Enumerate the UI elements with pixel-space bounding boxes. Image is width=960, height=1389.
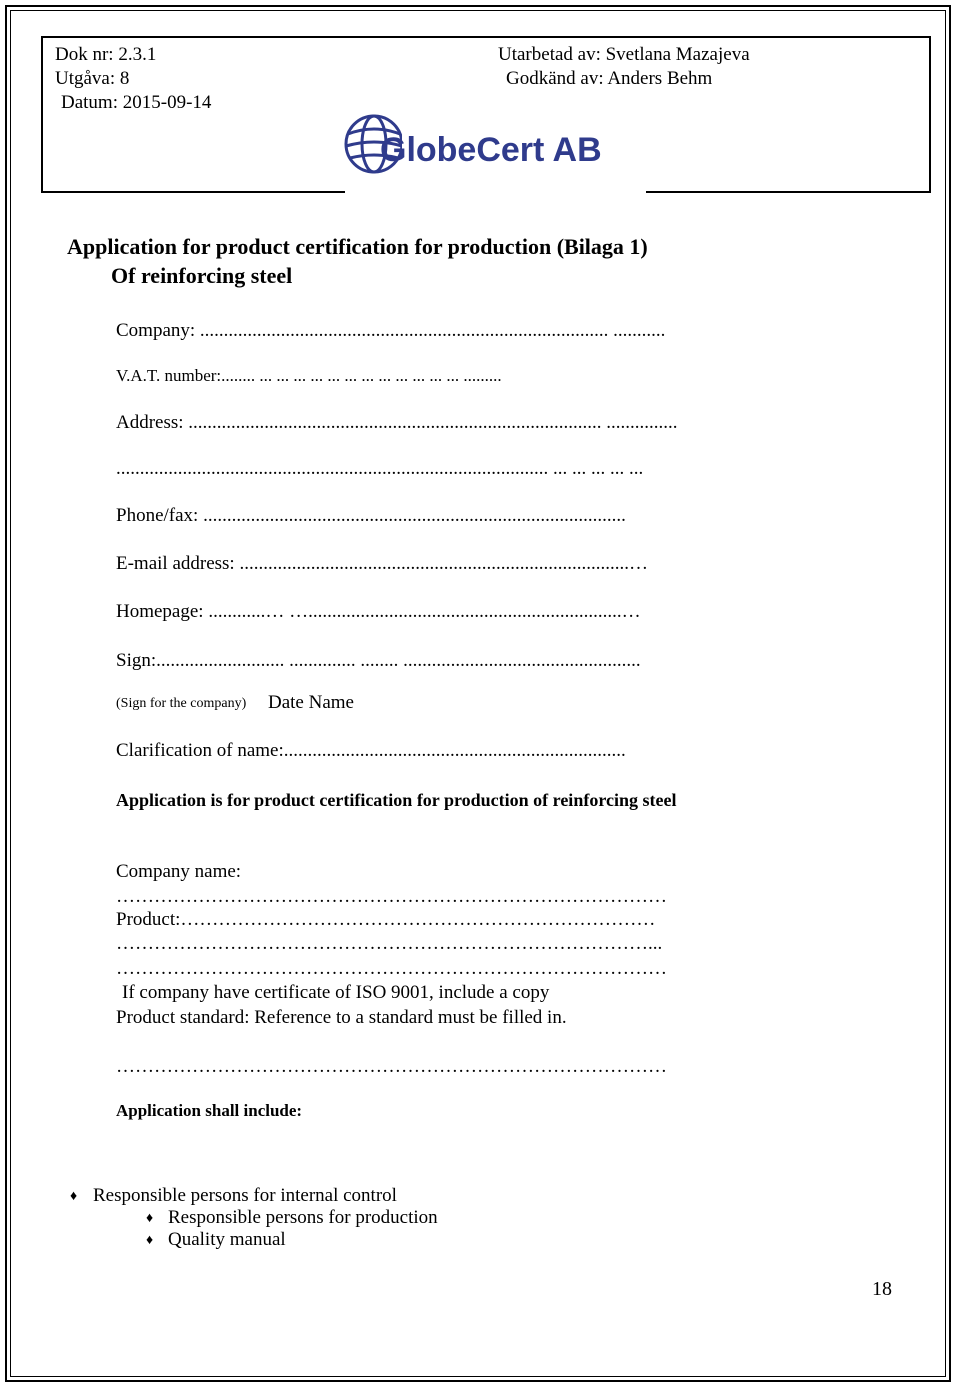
vat-field: V.A.T. number:........ ... ... ... ... ... ... ... ... ... ... ... ... .........: [116, 366, 502, 385]
iso-note: If company have certificate of ISO 9001, include a copy: [122, 982, 550, 1003]
company-field: Company: ...................................................................................... ...........: [116, 320, 666, 341]
sign-note: (Sign for the company): [116, 696, 247, 711]
doc-number: Dok nr: 2.3.1: [55, 44, 157, 65]
sign-field: Sign:........................... .............. ........ ..................................................: [116, 650, 641, 671]
title-line-1: Application for product certification for production (Bilaga 1): [67, 234, 648, 259]
address-continuation: ........................................................................................... ... ... ... ... ...: [116, 458, 644, 479]
address-field: Address: ....................................................................................... ...............: [116, 412, 678, 433]
include-heading: Application shall include:: [116, 1101, 303, 1120]
page-border-inner: [10, 10, 946, 1377]
list-item: Quality manual: [168, 1229, 286, 1250]
list-item: Responsible persons for internal control: [93, 1185, 397, 1206]
list-item: Responsible persons for production: [168, 1207, 438, 1228]
diamond-bullet-icon: ♦: [146, 1211, 154, 1226]
title-line-2: Of reinforcing steel: [111, 263, 293, 288]
clarification-field: Clarification of name:........................................................................: [116, 740, 626, 761]
product-dots-1: …………………………………………………………………………...: [116, 933, 663, 954]
phone-field: Phone/fax: .........................................................................................: [116, 505, 626, 526]
prepared-by: Utarbetad av: Svetlana Mazajeva: [498, 44, 750, 65]
diamond-bullet-icon: ♦: [70, 1189, 78, 1204]
homepage-field: Homepage: ............… …..................................................................…: [116, 601, 641, 622]
company-logo: [342, 112, 632, 182]
approved-by: Godkänd av: Anders Behm: [506, 68, 713, 89]
date-name-label: Date Name: [268, 692, 354, 713]
edition: Utgåva: 8: [55, 68, 130, 89]
email-field: E-mail address: ..................................................................................…: [116, 553, 648, 574]
standard-dots: ……………………………………………………………………………: [116, 1056, 667, 1077]
section-heading: Application is for product certification for production of reinforcing steel: [116, 790, 677, 810]
product-dots-2: ……………………………………………………………………………: [116, 958, 667, 979]
page-number: 18: [872, 1278, 892, 1300]
product-field: Product:…………………………………………………………………: [116, 909, 656, 930]
standard-note: Product standard: Reference to a standard must be filled in.: [116, 1007, 567, 1028]
diamond-bullet-icon: ♦: [146, 1233, 154, 1248]
company-name-label: Company name:: [116, 861, 242, 882]
date: Datum: 2015-09-14: [61, 92, 212, 113]
company-name-dots: ……………………………………………………………………………: [116, 886, 667, 907]
logo-text: GlobeCert AB: [380, 131, 602, 169]
